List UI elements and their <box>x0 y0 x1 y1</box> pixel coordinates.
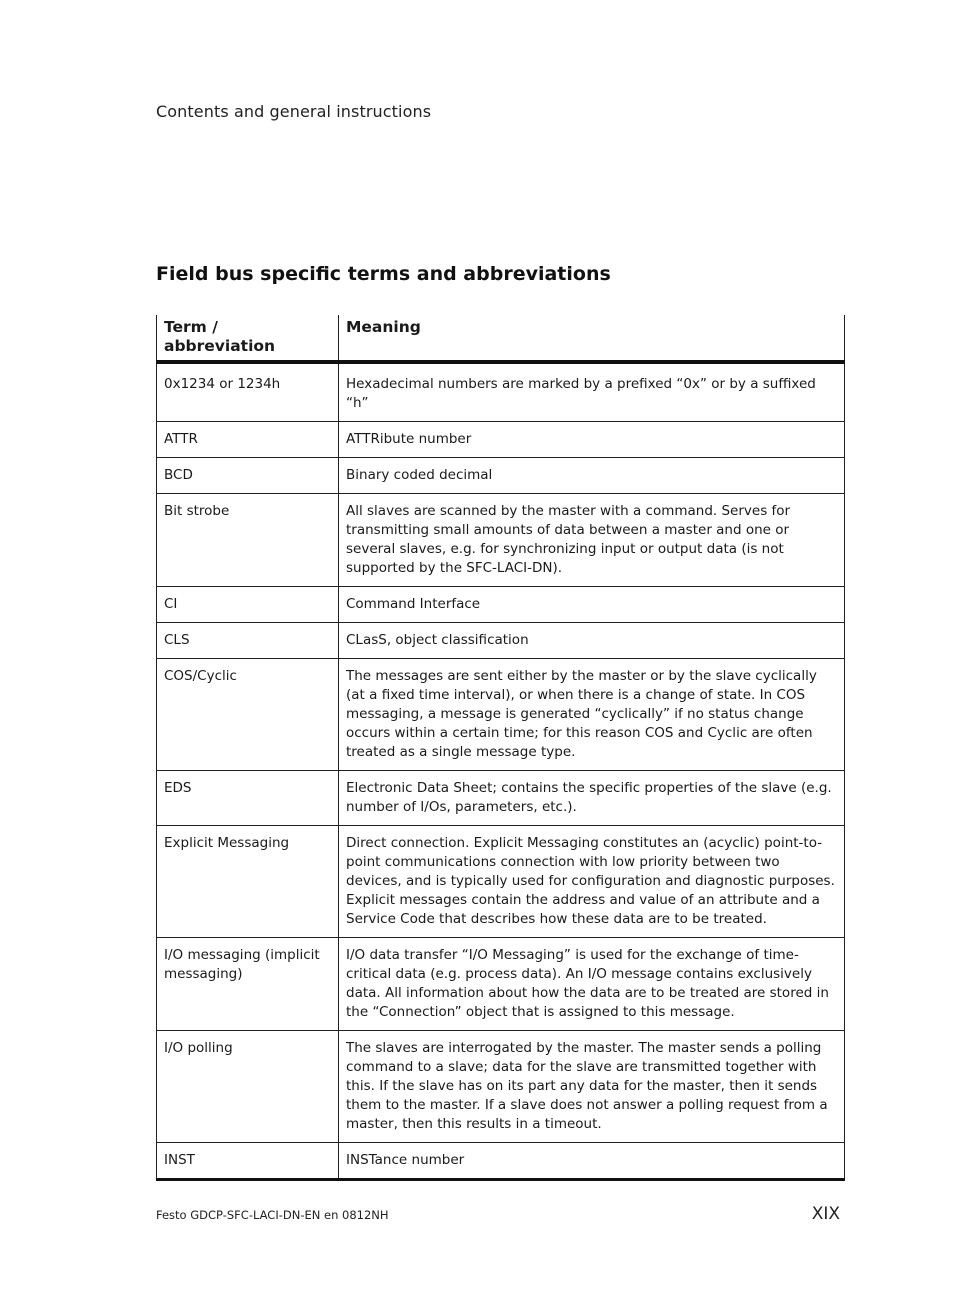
term-cell: INST <box>157 1143 339 1180</box>
term-cell: CLS <box>157 623 339 659</box>
term-cell: Bit strobe <box>157 494 339 587</box>
meaning-cell: Command Interface <box>339 587 845 623</box>
table-row <box>157 623 845 659</box>
section-title: Field bus specific terms and abbreviations <box>156 263 611 285</box>
term-cell: I/O messaging (implicit messaging) <box>157 938 339 1031</box>
meaning-cell: Binary coded decimal <box>339 458 845 494</box>
term-cell: Explicit Messaging <box>157 826 339 938</box>
running-header: Contents and general instructions <box>156 102 432 121</box>
table-row <box>157 458 845 494</box>
footer-document-id: Festo GDCP-SFC-LACI-DN-EN en 0812NH <box>156 1208 389 1222</box>
column-header-meaning: Meaning <box>339 315 845 362</box>
table-row <box>157 1031 845 1143</box>
meaning-cell: ATTRibute number <box>339 422 845 458</box>
term-cell: I/O polling <box>157 1031 339 1143</box>
meaning-cell: The messages are sent either by the master or by the slave cyclically (at a fixed time interval), or when there is a change of state. In COS messaging, a message is generated “cyclically” if no status change occurs within a certain time; for this reason COS and Cyclic are often treated as a single message type. <box>339 659 845 771</box>
table-row <box>157 659 845 771</box>
meaning-cell: Electronic Data Sheet; contains the specific properties of the slave (e.g. number of I/Os, parameters, etc.). <box>339 771 845 826</box>
terms-table <box>156 315 845 1181</box>
column-header-term: Term / abbreviation <box>157 315 339 362</box>
meaning-cell: CLasS, object classification <box>339 623 845 659</box>
meaning-cell: Hexadecimal numbers are marked by a prefixed “0x” or by a suffixed “h” <box>339 362 845 422</box>
table-row <box>157 826 845 938</box>
table-row <box>157 771 845 826</box>
term-cell: BCD <box>157 458 339 494</box>
meaning-cell: INSTance number <box>339 1143 845 1180</box>
table-row <box>157 938 845 1031</box>
meaning-cell: Direct connection. Explicit Messaging constitutes an (acyclic) point-to-point communications connection with low priority between two devices, and is typically used for configuration and diagnostic purposes. Explicit messages contain the address and value of an attribute and a Service Code that describes how these data are to be treated. <box>339 826 845 938</box>
meaning-cell: The slaves are interrogated by the master. The master sends a polling command to a slave; data for the slave are transmitted together with this. If the slave has on its part any data for the master, then it sends them to the master. If a slave does not answer a polling request from a master, then this results in a timeout. <box>339 1031 845 1143</box>
table-row <box>157 587 845 623</box>
term-cell: EDS <box>157 771 339 826</box>
term-cell: 0x1234 or 1234h <box>157 362 339 422</box>
meaning-cell: All slaves are scanned by the master with a command. Serves for transmitting small amounts of data between a master and one or several slaves, e.g. for synchronizing input or output data (is not supported by the SFC-LACI-DN). <box>339 494 845 587</box>
term-cell: CI <box>157 587 339 623</box>
table-row <box>157 1143 845 1180</box>
term-cell: COS/Cyclic <box>157 659 339 771</box>
meaning-cell: I/O data transfer “I/O Messaging” is used for the exchange of time-critical data (e.g. process data). An I/O message contains exclusively data. All information about how the data are to be treated are stored in the “Connection” object that is assigned to this message. <box>339 938 845 1031</box>
table-row <box>157 494 845 587</box>
table-row <box>157 362 845 422</box>
term-cell: ATTR <box>157 422 339 458</box>
table-row <box>157 422 845 458</box>
page-number: XIX <box>811 1204 840 1224</box>
table-header-row <box>157 315 845 362</box>
